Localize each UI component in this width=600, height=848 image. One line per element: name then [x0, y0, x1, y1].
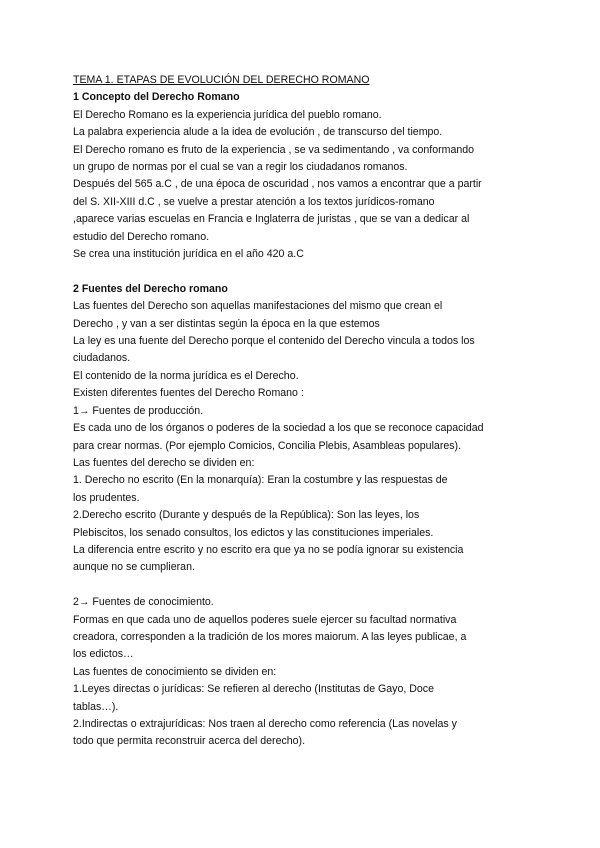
list-item: 2.Derecho escrito (Durante y después de la República): Son las leyes, los — [73, 509, 420, 522]
paragraph-line: creadora, corresponden a la tradición de los mores maiorum. A las leyes publicae, a — [73, 630, 467, 643]
paragraph-line: Las fuentes del Derecho son aquellas manifestaciones del mismo que crean el — [73, 300, 443, 313]
paragraph-line: aunque no se cumplieran. — [73, 561, 195, 574]
document-body — [73, 72, 533, 751]
paragraph-line: La ley es una fuente del Derecho porque el contenido del Derecho vincula a todos los — [73, 335, 475, 348]
paragraph-line: del S. XII-XIII d.C , se vuelve a prestar atención a los textos jurídicos-romano — [73, 195, 435, 208]
paragraph-line: un grupo de normas por el cual se van a regir los ciudadanos romanos. — [73, 161, 408, 174]
paragraph-line: Es cada uno de los órganos o poderes de la sociedad a los que se reconoce capacidad — [73, 422, 484, 435]
list-item-continuation: todo que permita reconstruir acerca del derecho). — [73, 735, 306, 748]
blank-line — [73, 577, 533, 594]
blank-line — [73, 263, 533, 280]
paragraph-line: Se crea una institución jurídica en el año 420 a.C — [73, 248, 304, 261]
paragraph-line: El Derecho Romano es la experiencia jurídica del pueblo romano. — [73, 108, 382, 121]
list-item-continuation: Plebiscitos, los senado consultos, los edictos y las constituciones imperiales. — [73, 526, 434, 539]
list-item-continuation: tablas…). — [73, 700, 119, 713]
paragraph-line: Formas en que cada uno de aquellos poderes suele ejercer su facultad normativa — [73, 613, 457, 626]
paragraph-line: Derecho , y van a ser distintas según la época en la que estemos — [73, 317, 380, 330]
paragraph-line: Existen diferentes fuentes del Derecho Romano : — [73, 387, 304, 400]
paragraph-line: ,aparece varias escuelas en Francia e Inglaterra de juristas , que se van a dedicar al — [73, 213, 470, 226]
document-title: TEMA 1. ETAPAS DE EVOLUCIÓN DEL DERECHO ROMANO — [73, 74, 370, 86]
paragraph-line: Las fuentes de conocimiento se dividen en: — [73, 665, 277, 678]
section-1-heading: 1 Concepto del Derecho Romano — [73, 91, 240, 104]
paragraph-line: El contenido de la norma jurídica es el Derecho. — [73, 369, 299, 382]
subheading-production: 1→ Fuentes de producción. — [73, 404, 204, 417]
paragraph-line: para crear normas. (Por ejemplo Comicios, Concilia Plebis, Asambleas populares). — [73, 439, 462, 452]
subheading-knowledge: 2→ Fuentes de conocimiento. — [73, 596, 214, 609]
paragraph-line: ciudadanos. — [73, 352, 131, 365]
paragraph-line: La palabra experiencia alude a la idea de evolución , de transcurso del tiempo. — [73, 126, 443, 139]
list-item-continuation: los prudentes. — [73, 491, 140, 504]
paragraph-line: La diferencia entre escrito y no escrito era que ya no se podía ignorar su existencia — [73, 543, 464, 556]
paragraph-line: El Derecho romano es fruto de la experiencia , se va sedimentando , va conformando — [73, 143, 475, 156]
section-2-heading: 2 Fuentes del Derecho romano — [73, 282, 228, 295]
list-item: 1. Derecho no escrito (En la monarquía): Eran la costumbre y las respuestas de — [73, 474, 448, 487]
paragraph-line: los edictos… — [73, 648, 134, 661]
paragraph-line: Después del 565 a.C , de una época de oscuridad , nos vamos a encontrar que a partir — [73, 178, 482, 191]
paragraph-line: estudio del Derecho romano. — [73, 230, 210, 243]
list-item: 1.Leyes directas o jurídicas: Se refieren al derecho (Institutas de Gayo, Doce — [73, 683, 434, 696]
paragraph-line: Las fuentes del derecho se dividen en: — [73, 456, 255, 469]
list-item: 2.Indirectas o extrajurídicas: Nos traen al derecho como referencia (Las novelas y — [73, 718, 457, 730]
